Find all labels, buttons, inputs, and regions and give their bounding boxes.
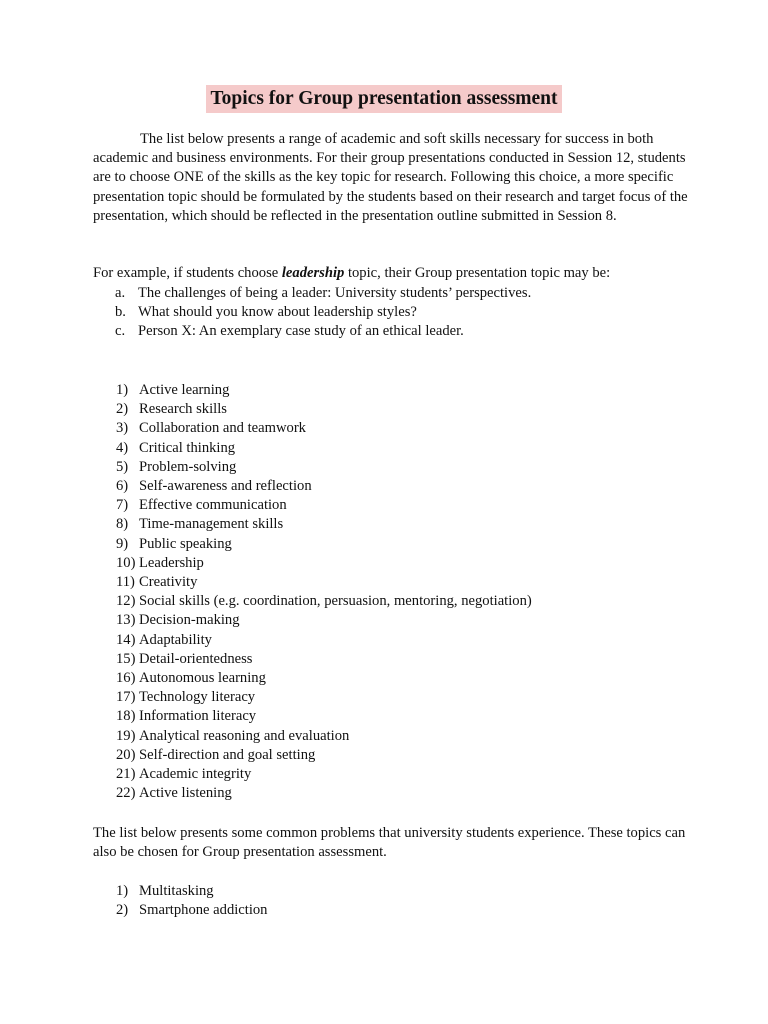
list-item — [93, 554, 532, 573]
list-item — [93, 688, 532, 707]
list-item-text: Creativity — [139, 574, 198, 591]
example-intro — [93, 264, 693, 283]
list-item — [93, 573, 532, 592]
list-item — [93, 669, 532, 688]
list-marker: b. — [115, 304, 126, 321]
list-marker: 10) — [116, 554, 136, 571]
list-item-text: Self-awareness and reflection — [139, 478, 312, 495]
list-marker: 6) — [116, 478, 129, 495]
list-marker: 16) — [116, 670, 136, 687]
list-item-text: Time-management skills — [139, 516, 284, 533]
list-item — [93, 284, 531, 303]
list-item-text: Self-direction and goal setting — [139, 746, 316, 763]
list-item-text: Smartphone addiction — [139, 902, 268, 919]
list-item-text: Adaptability — [139, 631, 212, 648]
example-topics-list — [93, 284, 531, 342]
list-marker: c. — [115, 323, 126, 340]
list-item-text: Social skills (e.g. coordination, persuasion, mentoring, negotiation) — [139, 593, 532, 610]
list-item-text: Problem-solving — [139, 458, 237, 475]
list-item — [93, 746, 532, 765]
list-item-text: Analytical reasoning and evaluation — [139, 727, 350, 744]
list-item — [93, 381, 532, 400]
list-marker: a. — [115, 285, 126, 301]
list-item — [93, 592, 532, 611]
page-title: Topics for Group presentation assessment — [206, 85, 561, 113]
list-marker: 15) — [116, 650, 136, 667]
list-marker: 2) — [116, 401, 129, 418]
intro-paragraph-text: The list below presents a range of academic and soft skills necessary for success in both academic and business environments. For their group presentations conducted in Session 12, students are to choose ONE of the skills as the key topic for research. Following this choice, a more specific presentation topic should be formulated by the students based on their research and target focus of the presentation, which should be reflected in the presentation outline submitted in Session 8. — [93, 131, 688, 224]
problems-list — [93, 882, 267, 920]
list-item — [93, 535, 532, 554]
list-item — [93, 727, 532, 746]
list-item — [93, 611, 532, 630]
list-item-text: Leadership — [139, 554, 204, 571]
list-item-text: The challenges of being a leader: University students’ perspectives. — [138, 285, 532, 301]
list-item-text: What should you know about leadership styles? — [138, 304, 417, 321]
list-marker: 4) — [116, 439, 129, 456]
list-item — [93, 765, 532, 784]
list-marker: 9) — [116, 535, 129, 552]
list-item-text: Active listening — [139, 785, 232, 802]
list-item-text: Information literacy — [139, 708, 257, 725]
list-marker: 18) — [116, 708, 136, 725]
list-item-text: Person X: An exemplary case study of an ethical leader. — [138, 323, 464, 340]
list-item — [93, 496, 532, 515]
list-item — [93, 901, 267, 920]
list-item — [93, 303, 531, 322]
list-marker: 7) — [116, 497, 129, 514]
list-item-text: Collaboration and teamwork — [139, 420, 306, 437]
list-item — [93, 322, 531, 341]
list-item-text: Decision-making — [139, 612, 240, 629]
intro-paragraph — [93, 130, 693, 226]
list-marker: 20) — [116, 746, 136, 763]
example-intro-after: topic, their Group presentation topic may be: — [344, 265, 611, 281]
list-marker: 14) — [116, 631, 136, 648]
list-item — [93, 882, 267, 901]
list-marker: 21) — [116, 766, 136, 783]
list-item-text: Public speaking — [139, 535, 232, 552]
list-item — [93, 707, 532, 726]
list-item-text: Academic integrity — [139, 766, 252, 783]
list-item — [93, 515, 532, 534]
list-marker: 22) — [116, 785, 136, 802]
list-item-text: Technology literacy — [139, 689, 256, 706]
list-item — [93, 419, 532, 438]
list-item-text: Active learning — [139, 382, 230, 398]
list-marker: 1) — [116, 883, 129, 899]
list-item — [93, 439, 532, 458]
title-container — [0, 85, 768, 113]
list-marker: 1) — [116, 382, 129, 398]
list-item — [93, 400, 532, 419]
list-item-text: Critical thinking — [139, 439, 236, 456]
list-marker: 17) — [116, 689, 136, 706]
list-marker: 3) — [116, 420, 129, 437]
list-marker: 19) — [116, 727, 136, 744]
list-marker: 11) — [116, 574, 135, 591]
problems-intro: The list below presents some common problems that university students experience. These topics can also be chosen for Group presentation assessment. — [93, 825, 686, 861]
list-marker: 2) — [116, 902, 129, 919]
list-item-text: Research skills — [139, 401, 227, 418]
list-item — [93, 784, 532, 803]
list-item-text: Detail-orientedness — [139, 650, 253, 667]
list-item-text: Effective communication — [139, 497, 287, 514]
example-intro-emphasis: leadership — [281, 265, 345, 281]
list-item-text: Autonomous learning — [139, 670, 266, 687]
list-item-text: Multitasking — [139, 883, 214, 899]
list-marker: 13) — [116, 612, 136, 629]
list-item — [93, 631, 532, 650]
list-item — [93, 458, 532, 477]
list-item — [93, 650, 532, 669]
skills-list — [93, 381, 532, 803]
list-item — [93, 477, 532, 496]
list-marker: 12) — [116, 593, 136, 610]
list-marker: 8) — [116, 516, 129, 533]
example-intro-before: For example, if students choose — [93, 265, 282, 281]
list-marker: 5) — [116, 458, 129, 475]
